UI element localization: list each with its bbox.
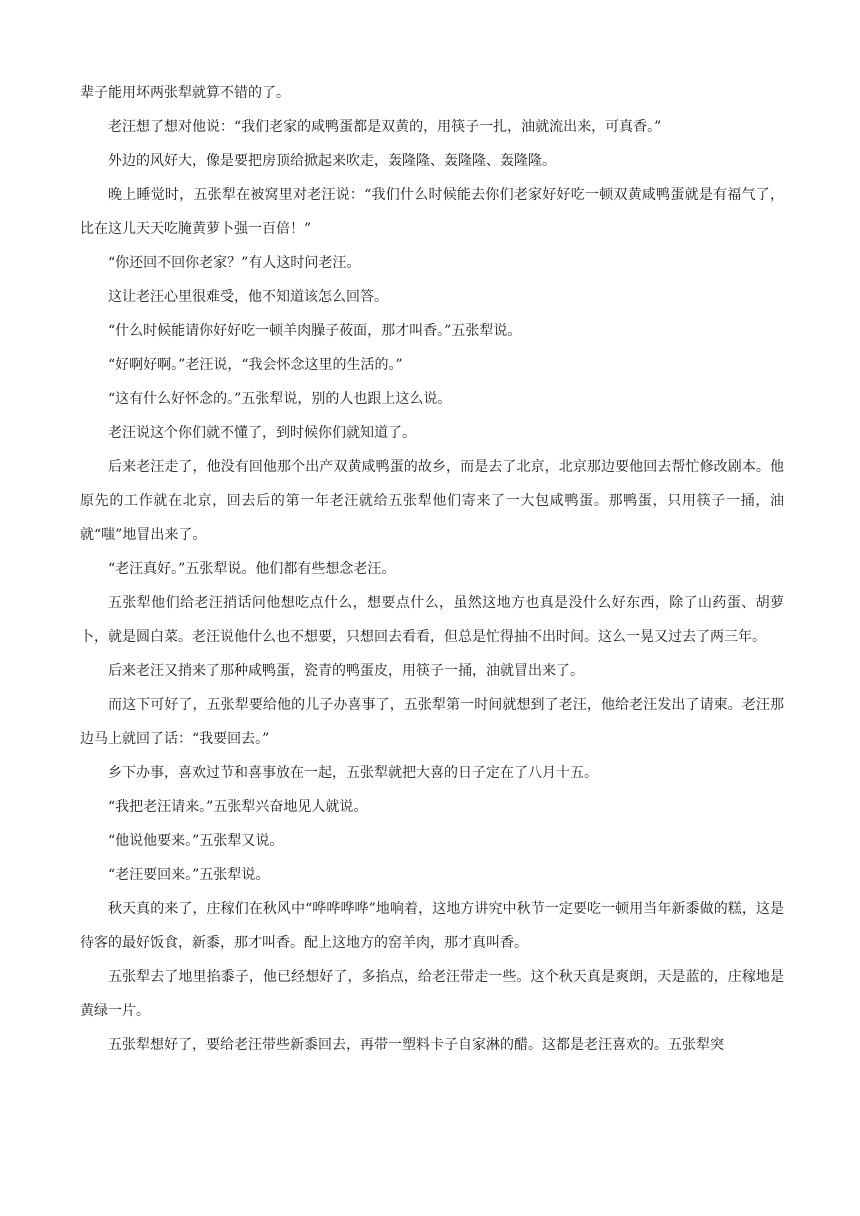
paragraph: “他说他要来。”五张犁又说。 bbox=[108, 833, 284, 849]
paragraph: “好啊好啊。”老汪说，“我会怀念这里的生活的。” bbox=[108, 357, 403, 373]
paragraph: 五张犁去了地里掐黍子，他已经想好了，多掐点，给老汪带走一些。这个秋天真是爽朗，天是蓝的，庄稼地是黄绿一片。 bbox=[80, 969, 784, 1019]
paragraph: 后来老汪又捎来了那种咸鸭蛋，瓷青的鸭蛋皮，用筷子一捅，油就冒出来了。 bbox=[108, 663, 584, 679]
paragraph: 这让老汪心里很难受，他不知道该怎么回答。 bbox=[108, 289, 388, 305]
paragraph: “老汪真好。”五张犁说。他们都有些想念老汪。 bbox=[108, 561, 396, 577]
paragraph: “什么时候能请你好好吃一顿羊肉臊子莜面，那才叫香。”五张犁说。 bbox=[108, 323, 522, 339]
paragraph: 五张犁他们给老汪捎话问他想吃点什么，想要点什么，虽然这地方也真是没什么好东西，除了山药蛋、胡萝卜，就是圆白菜。老汪说他什么也不想要，只想回去看看，但总是忙得抽不出时间。这么一晃又过去了两三年。 bbox=[80, 595, 784, 645]
paragraph: 老汪想了想对他说：“我们老家的咸鸭蛋都是双黄的，用筷子一扎，油就流出来，可真香。” bbox=[108, 119, 662, 135]
article-body bbox=[80, 83, 784, 1069]
paragraph: 外边的风好大，像是要把房顶给掀起来吹走，轰隆隆、轰隆隆、轰隆隆。 bbox=[108, 153, 556, 169]
paragraph: 五张犁想好了，要给老汪带些新黍回去，再带一塑料卡子自家淋的醋。这都是老汪喜欢的。五张犁突 bbox=[108, 1037, 724, 1053]
paragraph: “老汪要回来。”五张犁说。 bbox=[108, 867, 270, 883]
paragraph: 辈子能用坏两张犁就算不错的了。 bbox=[80, 85, 290, 101]
paragraph: “我把老汪请来。”五张犁兴奋地见人就说。 bbox=[108, 799, 368, 815]
paragraph: 秋天真的来了，庄稼们在秋风中“哗哗哗哗”地响着，这地方讲究中秋节一定要吃一顿用当年新黍做的糕，这是待客的最好饭食，新黍，那才叫香。配上这地方的窑羊肉，那才真叫香。 bbox=[80, 901, 784, 951]
paragraph: 老汪说这个你们就不懂了，到时候你们就知道了。 bbox=[108, 425, 416, 441]
paragraph: “这有什么好怀念的。”五张犁说，别的人也跟上这么说。 bbox=[108, 391, 452, 407]
paragraph: 乡下办事，喜欢过节和喜事放在一起，五张犁就把大喜的日子定在了八月十五。 bbox=[108, 765, 598, 781]
paragraph: 后来老汪走了，他没有回他那个出产双黄咸鸭蛋的故乡，而是去了北京，北京那边要他回去帮忙修改剧本。他原先的工作就在北京，回去后的第一年老汪就给五张犁他们寄来了一大包咸鸭蛋。那鸭蛋，只用筷子一捅，油就“嗤”地冒出来了。 bbox=[80, 459, 784, 543]
paragraph: 而这下可好了，五张犁要给他的儿子办喜事了，五张犁第一时间就想到了老汪，他给老汪发出了请柬。老汪那边马上就回了话：“我要回去。” bbox=[80, 697, 784, 747]
paragraph: “你还回不回你老家？”有人这时问老汪。 bbox=[108, 255, 361, 271]
paragraph: 晚上睡觉时，五张犁在被窝里对老汪说：“我们什么时候能去你们老家好好吃一顿双黄咸鸭蛋就是有福气了，比在这儿天天吃腌黄萝卜强一百倍！” bbox=[80, 187, 784, 237]
